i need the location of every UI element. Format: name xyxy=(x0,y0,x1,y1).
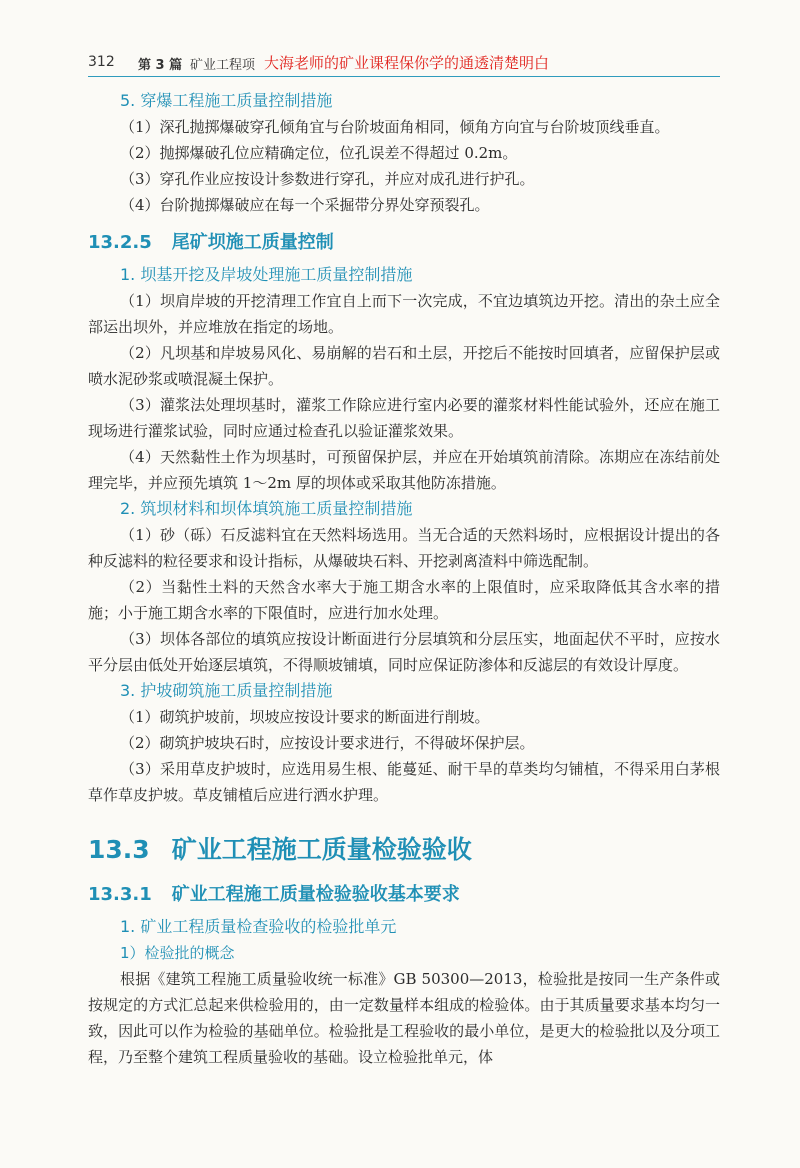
page-body xyxy=(88,88,720,1070)
paragraph: （4）台阶抛掷爆破应在每一个采掘带分界处穿预裂孔。 xyxy=(120,196,490,214)
heading-number: 13.3.1 xyxy=(88,884,152,905)
heading-title: 矿业工程施工质量检验验收基本要求 xyxy=(171,884,460,905)
watermark-text: 大海老师的矿业课程保你学的通透清楚明白 xyxy=(264,54,550,72)
header-rule xyxy=(88,76,720,77)
part-label: 第 3 篇 xyxy=(138,58,183,73)
subsection-heading: 1. 矿业工程质量检查验收的检验批单元 xyxy=(120,917,397,936)
paragraph: （1）砂（砾）石反滤料宜在天然料场选用。当无合适的天然料场时，应根据设计提出的各种反滤料的粒径要求和设计指标，从爆破块石料、开挖剥离渣料中筛选配制。 xyxy=(88,526,720,570)
chapter-heading xyxy=(88,830,720,870)
subsection-heading: 1. 坝基开挖及岸坡处理施工质量控制措施 xyxy=(120,265,413,284)
paragraph: （1）坝肩岸坡的开挖清理工作宜自上而下一次完成，不宜边填筑边开挖。清出的杂土应全部运出坝外，并应堆放在指定的场地。 xyxy=(88,292,720,336)
paragraph: （3）坝体各部位的填筑应按设计断面进行分层填筑和分层压实，地面起伏不平时，应按水平分层由低处开始逐层填筑，不得顺坡铺填，同时应保证防渗体和反滤层的有效设计厚度。 xyxy=(88,630,720,674)
section-heading xyxy=(88,880,720,910)
page-header xyxy=(88,50,720,74)
section-heading xyxy=(88,228,720,258)
paragraph: （1）深孔抛掷爆破穿孔倾角宜与台阶坡面角相同，倾角方向宜与台阶坡顶线垂直。 xyxy=(120,118,670,136)
chapter-label: 矿业工程项 xyxy=(190,58,256,73)
paragraph: （3）穿孔作业应按设计参数进行穿孔，并应对成孔进行护孔。 xyxy=(120,170,535,188)
heading-number: 13.2.5 xyxy=(88,232,152,253)
heading-number: 13.3 xyxy=(88,835,150,864)
subsection-heading: 2. 筑坝材料和坝体填筑施工质量控制措施 xyxy=(120,499,413,518)
heading-title: 尾矿坝施工质量控制 xyxy=(171,232,334,253)
paragraph: （2）砌筑护坡块石时，应按设计要求进行，不得破坏保护层。 xyxy=(120,734,535,752)
heading-title: 矿业工程施工质量检验验收 xyxy=(171,835,472,864)
paragraph: （3）采用草皮护坡时，应选用易生根、能蔓延、耐干旱的草类均匀铺植，不得采用白茅根草作草皮护坡。草皮铺植后应进行洒水护理。 xyxy=(88,760,720,804)
paragraph: （4）天然黏性土作为坝基时，可预留保护层，并应在开始填筑前清除。冻期应在冻结前处理完毕，并应预先填筑 1～2m 厚的坝体或采取其他防冻措施。 xyxy=(88,448,720,492)
paragraph: （2）抛掷爆破孔位应精确定位，位孔误差不得超过 0.2m。 xyxy=(120,144,518,162)
subsection-heading: 5. 穿爆工程施工质量控制措施 xyxy=(120,91,333,110)
paragraph: （2）凡坝基和岸坡易风化、易崩解的岩石和土层，开挖后不能按时回填者，应留保护层或喷水泥砂浆或喷混凝土保护。 xyxy=(88,344,720,388)
paragraph: （1）砌筑护坡前，坝坡应按设计要求的断面进行削坡。 xyxy=(120,708,490,726)
subsection-heading: 3. 护坡砌筑施工质量控制措施 xyxy=(120,681,333,700)
paragraph: 根据《建筑工程施工质量验收统一标准》GB 50300—2013，检验批是按同一生产条件或按规定的方式汇总起来供检验用的，由一定数量样本组成的检验体。由于其质量要求基本均匀一致，因此可以作为检验的基础单位。检验批是工程验收的最小单位，是更大的检验批以及分项工程，乃至整个建筑工程质量验收的基础。设立检验批单元，体 xyxy=(88,970,720,1066)
paragraph: （2）当黏性土料的天然含水率大于施工期含水率的上限值时，应采取降低其含水率的措施；小于施工期含水率的下限值时，应进行加水处理。 xyxy=(88,578,720,622)
minor-heading: 1）检验批的概念 xyxy=(120,944,235,962)
paragraph: （3）灌浆法处理坝基时，灌浆工作除应进行室内必要的灌浆材料性能试验外，还应在施工现场进行灌浆试验，同时应通过检查孔以验证灌浆效果。 xyxy=(88,396,720,440)
page-number: 312 xyxy=(88,54,115,70)
